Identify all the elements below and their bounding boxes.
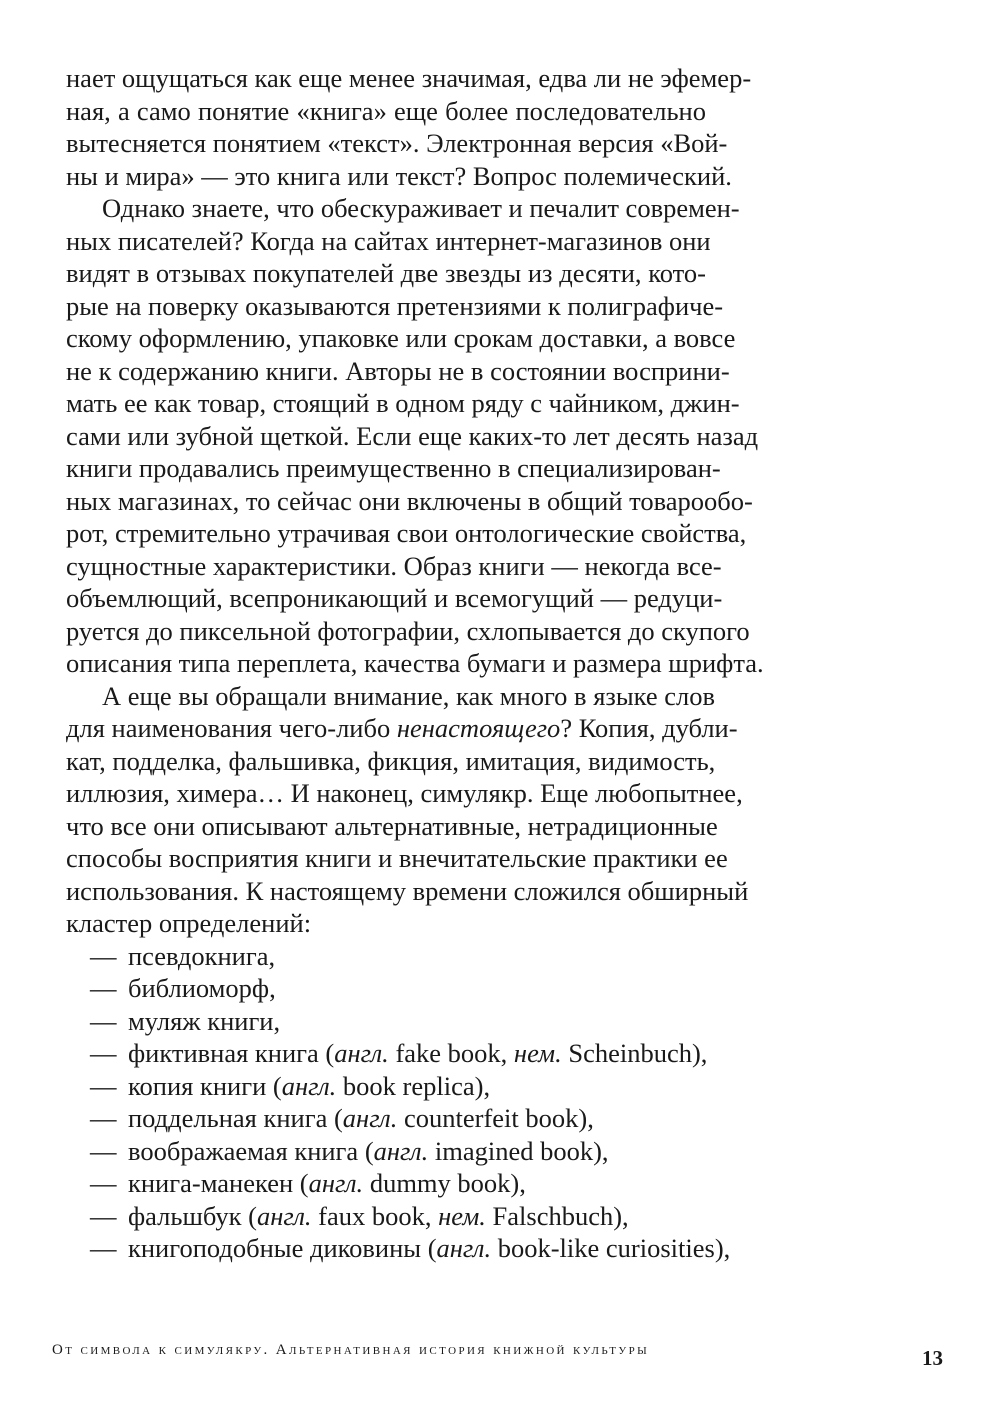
list-item-text: книгоподобные диковины ( <box>128 1233 437 1263</box>
text-line: объемлющий, всепроникающий и всемогущий — редуци- <box>66 583 723 613</box>
list-item-text: фальшбук ( <box>128 1200 257 1231</box>
text-line: видят в отзывах покупателей две звезды из десяти, кото- <box>66 258 706 288</box>
text-line: ная, а само понятие «книга» еще более последовательно <box>66 95 706 126</box>
text-line: иллюзия, химера… И наконец, симулякр. Еще любопытнее, <box>66 778 743 808</box>
paragraph-2 <box>66 192 764 680</box>
page-number: 13 <box>922 1346 943 1370</box>
dash-bullet: — <box>90 973 117 1003</box>
foreign-term: fake book, <box>388 1038 514 1068</box>
text-line: кластер определений: <box>66 908 312 938</box>
list-item <box>66 1070 706 1103</box>
list-item-text: библиоморф, <box>128 973 276 1003</box>
dash-bullet: — <box>90 940 117 971</box>
text-line: рот, стремительно утрачивая свои онтологические свойства, <box>66 518 747 548</box>
dash-bullet: — <box>90 1070 117 1101</box>
text-line: мать ее как товар, стоящий в одном ряду с чайником, джин- <box>66 388 740 418</box>
language-label: англ. <box>436 1233 492 1263</box>
language-label: англ. <box>308 1168 364 1198</box>
language-label: нем. <box>438 1200 486 1231</box>
list-item-text: псевдокнига, <box>128 940 276 971</box>
foreign-term: faux book, <box>311 1200 439 1231</box>
definition-list <box>66 940 731 1265</box>
dash-bullet: — <box>90 1168 117 1198</box>
paragraph-1 <box>66 62 752 192</box>
text-line: использования. К настоящему времени сложился обширный <box>66 875 749 906</box>
text-line: описания типа переплета, качества бумаги и размера шрифта. <box>66 648 764 678</box>
text-line: Однако знаете, что обескураживает и печалит современ- <box>102 193 740 223</box>
dash-bullet: — <box>90 1135 117 1166</box>
list-item <box>66 1200 706 1233</box>
text-line: не к содержанию книги. Авторы не в состоянии восприни- <box>66 355 730 386</box>
text-line: скому оформлению, упаковке или срокам доставки, а вовсе <box>66 323 736 353</box>
language-label: англ. <box>334 1038 389 1068</box>
running-footer-title: От символа к симулякру. Альтернативная история книжной культуры <box>52 1342 650 1358</box>
dash-bullet: — <box>90 1038 117 1068</box>
paragraph-3 <box>66 680 749 940</box>
text-line: сущностные характеристики. Образ книги — некогда все- <box>66 550 722 581</box>
body-text <box>66 62 764 1265</box>
text-line: книги продавались преимущественно в специализирован- <box>66 453 721 483</box>
text-line: нает ощущаться как еще менее значимая, едва ли не эфемер- <box>66 63 752 93</box>
list-item-text: воображаемая книга ( <box>128 1135 374 1166</box>
text-fragment: для наименования чего-либо <box>66 713 397 743</box>
list-item <box>66 972 706 1005</box>
foreign-term: Falschbuch), <box>485 1200 629 1231</box>
list-item <box>66 1037 706 1070</box>
text-line: руется до пиксельной фотографии, схлопывается до скупого <box>66 615 750 646</box>
list-item <box>66 1102 706 1135</box>
text-line: рые на поверку оказываются претензиями к полиграфиче- <box>66 290 724 321</box>
list-item <box>66 1005 706 1038</box>
foreign-term: book-like curiosities), <box>491 1233 731 1263</box>
dash-bullet: — <box>90 1103 117 1133</box>
text-line <box>66 712 738 745</box>
text-fragment: ? Копия, дубли- <box>560 713 738 743</box>
text-line: ны и мира» — это книга или текст? Вопрос полемический. <box>66 160 732 191</box>
list-item-text: фиктивная книга ( <box>128 1038 335 1068</box>
text-line: способы восприятия книги и внечитательские практики ее <box>66 843 728 873</box>
list-item-text: копия книги ( <box>128 1070 282 1101</box>
list-item-text: книга-манекен ( <box>128 1168 309 1198</box>
language-label: англ. <box>281 1070 337 1101</box>
text-line: А еще вы обращали внимание, как много в языке слов <box>102 680 716 711</box>
italic-term: ненастоящего <box>396 713 561 743</box>
language-label: нем. <box>513 1038 562 1068</box>
foreign-term: dummy book), <box>363 1168 526 1198</box>
dash-bullet: — <box>90 1233 117 1263</box>
text-line: сами или зубной щеткой. Если еще каких-то лет десять назад <box>66 420 759 451</box>
dash-bullet: — <box>90 1200 117 1231</box>
language-label: англ. <box>256 1200 312 1231</box>
text-line: кат, подделка, фальшивка, фикция, имитация, видимость, <box>66 745 716 776</box>
language-label: англ. <box>342 1103 398 1133</box>
list-item <box>66 1167 706 1200</box>
list-item <box>66 1232 731 1265</box>
text-line: ных писателей? Когда на сайтах интернет-магазинов они <box>66 225 711 256</box>
text-line: вытесняется понятием «текст». Электронная версия «Вой- <box>66 128 728 158</box>
list-item-text: муляж книги, <box>128 1005 281 1036</box>
list-item-text: поддельная книга ( <box>128 1103 343 1133</box>
foreign-term: imagined book), <box>428 1135 609 1166</box>
list-item <box>66 1135 706 1168</box>
language-label: англ. <box>373 1135 429 1166</box>
text-line: что все они описывают альтернативные, нетрадиционные <box>66 810 718 841</box>
dash-bullet: — <box>90 1005 117 1036</box>
text-line: ных магазинах, то сейчас они включены в общий товарообо- <box>66 485 753 516</box>
list-item <box>66 940 706 973</box>
foreign-term: Scheinbuch), <box>561 1038 708 1068</box>
foreign-term: counterfeit book), <box>397 1103 594 1133</box>
foreign-term: book replica), <box>336 1070 491 1101</box>
